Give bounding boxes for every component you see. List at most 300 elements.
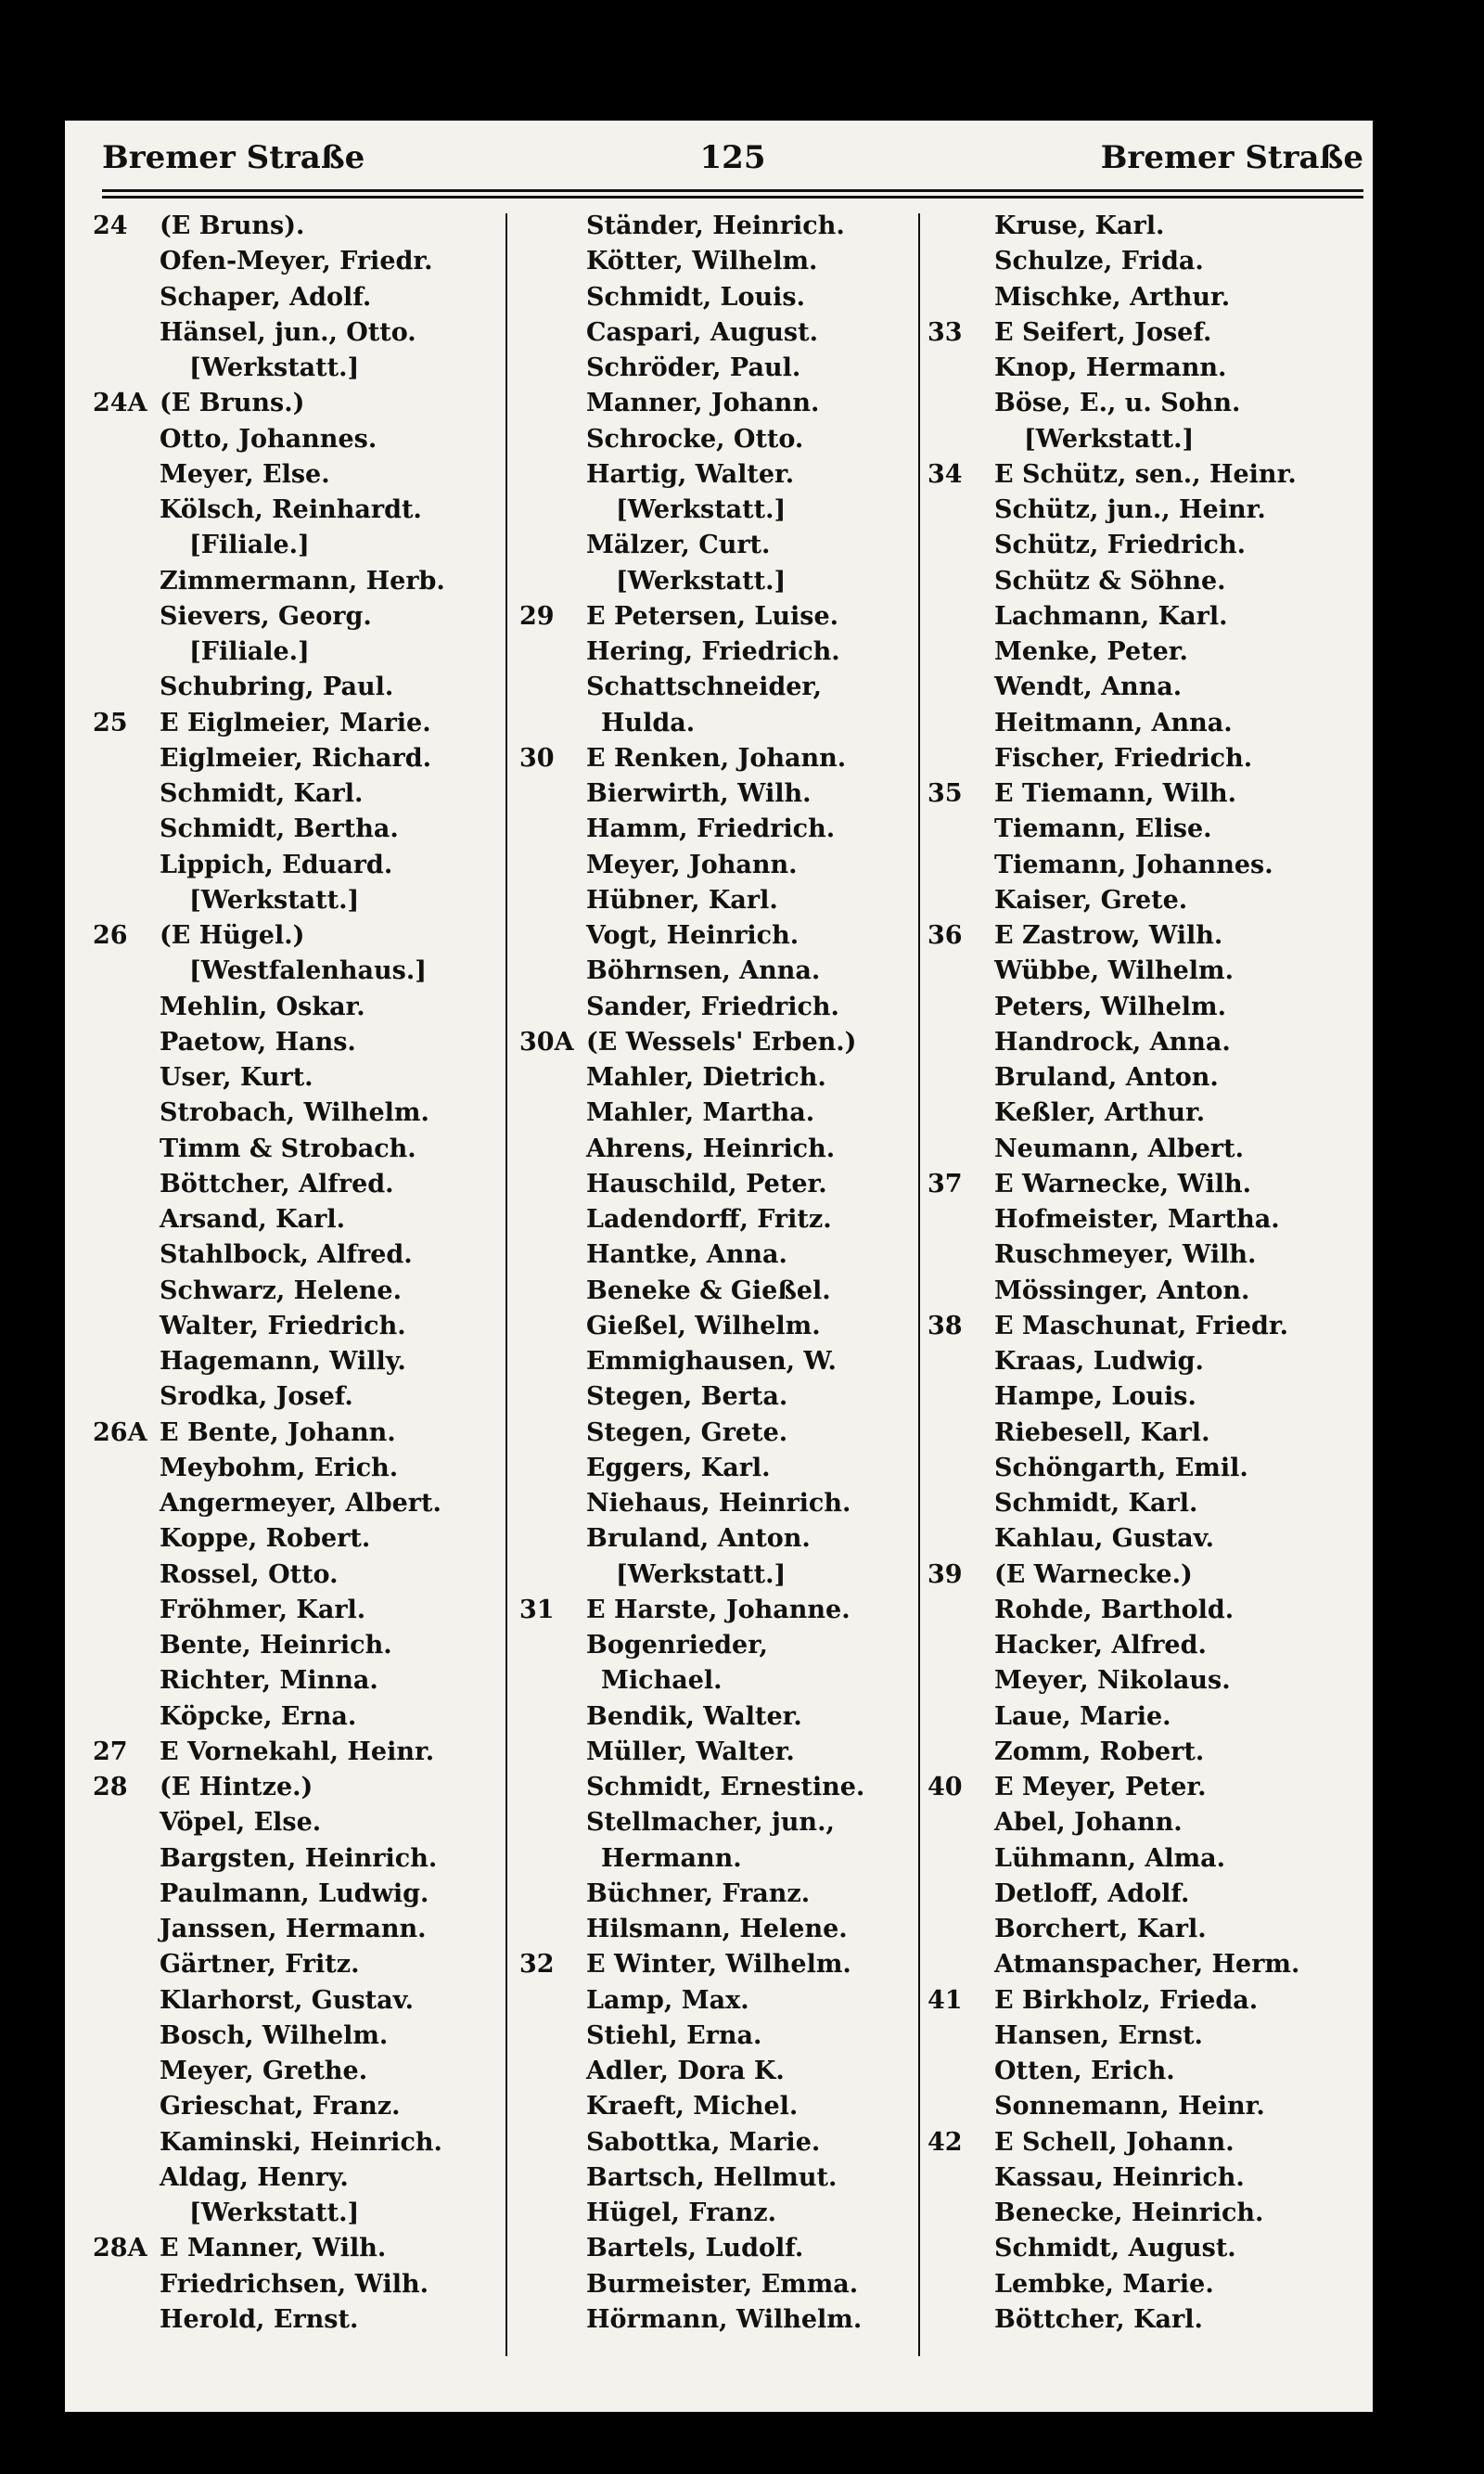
- directory-entry: [928, 1947, 1340, 1982]
- resident-name: Stegen, Grete.: [586, 1417, 788, 1447]
- page-header: [102, 130, 1363, 186]
- resident-name: Neumann, Albert.: [994, 1134, 1244, 1163]
- directory-entry: [928, 1379, 1340, 1415]
- directory-entry: [519, 1699, 932, 1735]
- resident-name: Sander, Friedrich.: [586, 992, 839, 1021]
- resident-name: Bartels, Ludolf.: [586, 2234, 804, 2263]
- resident-name: Stahlbock, Alfred.: [160, 1240, 413, 1270]
- resident-name: E Renken, Johann.: [586, 743, 847, 773]
- directory-entry: [928, 2267, 1340, 2302]
- directory-entry: [519, 2160, 932, 2196]
- resident-name: Schmidt, Bertha.: [160, 814, 399, 844]
- directory-entry: [93, 1557, 505, 1593]
- directory-entry: [93, 2089, 505, 2124]
- resident-name: Schmidt, Karl.: [994, 1489, 1198, 1518]
- directory-entry: [519, 1628, 932, 1663]
- resident-name: Kraas, Ludwig.: [994, 1347, 1204, 1376]
- resident-name: E Zastrow, Wilh.: [994, 921, 1223, 950]
- house-number: 41: [928, 1985, 963, 2015]
- resident-name: Bente, Heinrich.: [160, 1631, 392, 1660]
- resident-name: Hulda.: [601, 708, 696, 737]
- resident-name: Bargsten, Heinrich.: [160, 1843, 438, 1873]
- resident-name: Schmidt, August.: [994, 2234, 1236, 2263]
- resident-name: Fröhmer, Karl.: [160, 1595, 366, 1624]
- resident-name: E Schütz, sen., Heinr.: [994, 459, 1297, 489]
- directory-entry: [519, 457, 932, 493]
- resident-name: (E Bruns.): [160, 389, 305, 418]
- directory-entry: [928, 1416, 1340, 1451]
- resident-name: Menke, Peter.: [994, 637, 1188, 666]
- resident-name: Meyer, Johann.: [586, 850, 798, 879]
- directory-entry: [519, 1557, 932, 1593]
- directory-entry: [928, 1628, 1340, 1663]
- directory-entry: [928, 2054, 1340, 2089]
- directory-entry: [519, 1593, 932, 1628]
- directory-entry: [928, 2302, 1340, 2338]
- directory-entry: [519, 1805, 932, 1840]
- resident-name: Kassau, Heinrich.: [994, 2162, 1245, 2192]
- resident-name: Bruland, Anton.: [994, 1063, 1219, 1092]
- directory-entry: [93, 1663, 505, 1698]
- directory-entry: [93, 386, 505, 421]
- resident-name: Sonnemann, Heinr.: [994, 2092, 1265, 2121]
- directory-entry: [928, 2196, 1340, 2231]
- directory-entry: [928, 1699, 1340, 1735]
- resident-name: Niehaus, Heinrich.: [586, 1489, 851, 1518]
- directory-entry: [519, 1379, 932, 1415]
- header-rule-top: [102, 189, 1363, 192]
- directory-entry: [93, 2019, 505, 2054]
- resident-name: Riebesell, Karl.: [994, 1417, 1210, 1447]
- directory-entry: [93, 351, 505, 386]
- resident-name: Böhrnsen, Anna.: [586, 956, 821, 986]
- directory-entry: [519, 2125, 932, 2160]
- directory-entry: [93, 1983, 505, 2019]
- directory-entry: [928, 2019, 1340, 2054]
- directory-entry: [928, 1344, 1340, 1379]
- resident-name: Schulze, Frida.: [994, 247, 1204, 276]
- resident-name: Vöpel, Else.: [160, 1808, 322, 1838]
- house-number: 26A: [93, 1417, 147, 1447]
- resident-name: Vogt, Heinrich.: [586, 921, 800, 950]
- house-number: 30: [519, 743, 555, 773]
- resident-name: E Winter, Wilhelm.: [586, 1950, 851, 1980]
- resident-name: Hauschild, Peter.: [586, 1169, 827, 1199]
- directory-entry: [93, 776, 505, 812]
- resident-name: Arsand, Karl.: [160, 1205, 346, 1234]
- resident-name: Schubring, Paul.: [160, 673, 394, 702]
- resident-name: Keßler, Arthur.: [994, 1098, 1206, 1128]
- resident-name: Otten, Erich.: [994, 2057, 1175, 2085]
- resident-name: Benecke, Heinrich.: [994, 2198, 1264, 2227]
- house-number: 38: [928, 1311, 963, 1340]
- directory-entry: [93, 954, 505, 989]
- directory-entry: [928, 706, 1340, 741]
- directory-entry: [928, 457, 1340, 493]
- directory-entry: [93, 1805, 505, 1840]
- resident-name: Ruschmeyer, Wilh.: [994, 1240, 1257, 1270]
- resident-name: Aldag, Henry.: [160, 2162, 349, 2192]
- directory-entry: [928, 670, 1340, 705]
- resident-name: Eiglmeier, Richard.: [160, 743, 431, 773]
- directory-entry: [519, 706, 932, 741]
- resident-name: Kölsch, Reinhardt.: [160, 495, 422, 524]
- resident-name: Hänsel, jun., Otto.: [160, 317, 416, 347]
- directory-entry: [519, 990, 932, 1025]
- resident-name: E Warnecke, Wilh.: [994, 1169, 1252, 1199]
- resident-name: Schütz & Söhne.: [994, 566, 1226, 596]
- resident-name: Meyer, Grethe.: [160, 2057, 368, 2085]
- house-number: 42: [928, 2127, 963, 2157]
- directory-entry: [928, 1805, 1340, 1840]
- resident-name: Schröder, Paul.: [586, 353, 801, 382]
- directory-entry: [519, 1912, 932, 1947]
- resident-name: (E Hintze.): [160, 1773, 313, 1801]
- directory-entry: [93, 1699, 505, 1735]
- resident-name: Rossel, Otto.: [160, 1559, 339, 1589]
- resident-name: Fischer, Friedrich.: [994, 743, 1253, 773]
- directory-entry: [519, 2089, 932, 2124]
- resident-name: (E Bruns).: [160, 212, 305, 240]
- resident-name: Hofmeister, Martha.: [994, 1205, 1280, 1234]
- house-number: 27: [93, 1737, 128, 1766]
- directory-entry: [93, 2267, 505, 2302]
- directory-entry: [928, 209, 1340, 244]
- resident-name: Schmidt, Louis.: [586, 282, 806, 312]
- directory-entry: [93, 1947, 505, 1982]
- resident-name: Paetow, Hans.: [160, 1027, 356, 1057]
- resident-name: Hansen, Ernst.: [994, 2020, 1203, 2050]
- resident-name: Böttcher, Karl.: [994, 2304, 1203, 2334]
- directory-entry: [928, 741, 1340, 776]
- directory-entry: [928, 1841, 1340, 1877]
- resident-name: Bruland, Anton.: [586, 1524, 811, 1554]
- directory-entry: [519, 2302, 932, 2338]
- resident-name: Klarhorst, Gustav.: [160, 1985, 415, 2015]
- directory-entry: [519, 351, 932, 386]
- entry-note: [Filiale.]: [189, 637, 310, 666]
- directory-entry: [93, 1841, 505, 1877]
- directory-entry: [519, 918, 932, 954]
- directory-entry: [519, 812, 932, 847]
- resident-name: Büchner, Franz.: [586, 1878, 811, 1908]
- resident-name: Srodka, Josef.: [160, 1382, 353, 1412]
- resident-name: Ladendorff, Fritz.: [586, 1205, 832, 1234]
- directory-entry: [93, 564, 505, 599]
- resident-name: Bogenrieder,: [586, 1631, 768, 1660]
- resident-name: Köpcke, Erna.: [160, 1701, 357, 1731]
- directory-entry: [93, 1416, 505, 1451]
- directory-entry: [928, 954, 1340, 989]
- directory-entry: [93, 2054, 505, 2089]
- resident-name: Schrocke, Otto.: [586, 424, 804, 454]
- resident-name: Hilsmann, Helene.: [586, 1915, 848, 1943]
- directory-entry: [928, 1451, 1340, 1486]
- directory-entry: [928, 599, 1340, 635]
- resident-name: Hering, Friedrich.: [586, 637, 840, 666]
- directory-entry: [928, 1983, 1340, 2019]
- directory-entry: [93, 2196, 505, 2231]
- resident-name: Wendt, Anna.: [994, 673, 1183, 702]
- directory-entry: [519, 315, 932, 351]
- column-2: [519, 209, 932, 2338]
- resident-name: E Petersen, Luise.: [586, 601, 839, 631]
- resident-name: Hörmann, Wilhelm.: [586, 2304, 863, 2334]
- directory-entry: [928, 1025, 1340, 1060]
- directory-entry: [519, 954, 932, 989]
- entry-note: [Werkstatt.]: [616, 495, 787, 524]
- resident-name: Michael.: [601, 1666, 723, 1696]
- resident-name: Angermeyer, Albert.: [160, 1489, 441, 1518]
- resident-name: Sabottka, Marie.: [586, 2127, 821, 2157]
- directory-entry: [93, 1593, 505, 1628]
- resident-name: Hantke, Anna.: [586, 1240, 787, 1270]
- directory-entry: [93, 422, 505, 457]
- directory-entry: [928, 848, 1340, 883]
- resident-name: Borchert, Karl.: [994, 1915, 1207, 1943]
- directory-entry: [928, 1096, 1340, 1131]
- resident-name: Strobach, Wilhelm.: [160, 1098, 429, 1128]
- directory-entry: [519, 528, 932, 563]
- resident-name: (E Wessels' Erben.): [586, 1027, 857, 1057]
- resident-name: Schöngarth, Emil.: [994, 1453, 1248, 1482]
- directory-entry: [93, 848, 505, 883]
- directory-entry: [519, 386, 932, 421]
- column-divider-1: [505, 213, 507, 2356]
- resident-name: Walter, Friedrich.: [160, 1311, 406, 1340]
- directory-entry: [928, 564, 1340, 599]
- directory-entry: [519, 1486, 932, 1521]
- resident-name: Hübner, Karl.: [586, 885, 778, 915]
- resident-name: E Tiemann, Wilh.: [994, 779, 1237, 808]
- directory-entry: [519, 1309, 932, 1344]
- directory-entry: [519, 1416, 932, 1451]
- resident-name: Kruse, Karl.: [994, 212, 1165, 240]
- resident-name: Zimmermann, Herb.: [160, 566, 445, 596]
- resident-name: Hacker, Alfred.: [994, 1631, 1207, 1660]
- directory-entry: [928, 315, 1340, 351]
- resident-name: (E Hügel.): [160, 921, 305, 950]
- directory-entry: [928, 1202, 1340, 1237]
- resident-name: Hartig, Walter.: [586, 459, 795, 489]
- resident-name: Bendik, Walter.: [586, 1701, 802, 1731]
- directory-entry: [93, 493, 505, 528]
- resident-name: Janssen, Hermann.: [160, 1915, 427, 1943]
- directory-entry: [93, 2160, 505, 2196]
- entry-note: [Werkstatt.]: [1024, 424, 1195, 454]
- resident-name: Mössinger, Anton.: [994, 1275, 1250, 1305]
- resident-name: Grieschat, Franz.: [160, 2092, 401, 2121]
- resident-name: Bartsch, Hellmut.: [586, 2162, 838, 2192]
- resident-name: Mahler, Martha.: [586, 1098, 815, 1128]
- directory-entry: [519, 1451, 932, 1486]
- directory-entry: [93, 1912, 505, 1947]
- resident-name: E Meyer, Peter.: [994, 1773, 1207, 1801]
- resident-name: Beneke & Gießel.: [586, 1275, 831, 1305]
- resident-name: Herold, Ernst.: [160, 2304, 359, 2334]
- resident-name: Lippich, Eduard.: [160, 850, 393, 879]
- resident-name: Kötter, Wilhelm.: [586, 247, 818, 276]
- directory-entry: [93, 1451, 505, 1486]
- house-number: 24: [93, 212, 128, 240]
- resident-name: Kraeft, Michel.: [586, 2092, 799, 2121]
- directory-entry: [928, 1167, 1340, 1202]
- column-1: [93, 209, 505, 2338]
- resident-name: Caspari, August.: [586, 317, 819, 347]
- resident-name: Stegen, Berta.: [586, 1382, 788, 1412]
- column-divider-2: [918, 213, 920, 2356]
- entry-note: [Filiale.]: [189, 531, 310, 560]
- resident-name: Rohde, Barthold.: [994, 1595, 1235, 1624]
- resident-name: Schmidt, Karl.: [160, 779, 364, 808]
- directory-entry: [93, 2302, 505, 2338]
- resident-name: Lühmann, Alma.: [994, 1843, 1226, 1873]
- resident-name: Timm & Strobach.: [160, 1134, 416, 1163]
- resident-name: Knop, Hermann.: [994, 353, 1227, 382]
- resident-name: Mälzer, Curt.: [586, 531, 771, 560]
- resident-name: Schütz, Friedrich.: [994, 531, 1246, 560]
- directory-entry: [928, 244, 1340, 279]
- directory-entry: [928, 351, 1340, 386]
- directory-entry: [928, 1593, 1340, 1628]
- directory-entry: [519, 2267, 932, 2302]
- directory-entry: [928, 2125, 1340, 2160]
- house-number: 28: [93, 1773, 128, 1801]
- entry-note: [Werkstatt.]: [616, 566, 787, 596]
- resident-name: Ahrens, Heinrich.: [586, 1134, 836, 1163]
- resident-name: Paulmann, Ludwig.: [160, 1878, 429, 1908]
- directory-entry: [928, 1521, 1340, 1557]
- resident-name: Schmidt, Ernestine.: [586, 1773, 865, 1801]
- resident-name: Lachmann, Karl.: [994, 601, 1228, 631]
- directory-entry: [93, 1770, 505, 1805]
- directory-entry: [928, 1309, 1340, 1344]
- resident-name: Meyer, Nikolaus.: [994, 1666, 1231, 1696]
- directory-entry: [93, 990, 505, 1025]
- directory-entry: [519, 1344, 932, 1379]
- directory-entry: [519, 776, 932, 812]
- directory-entry: [519, 1841, 932, 1877]
- directory-entry: [928, 422, 1340, 457]
- resident-name: Gärtner, Fritz.: [160, 1950, 360, 1980]
- directory-entry: [519, 1096, 932, 1131]
- directory-entry: [93, 1132, 505, 1167]
- resident-name: Mehlin, Oskar.: [160, 992, 365, 1021]
- house-number: 24A: [93, 389, 147, 418]
- house-number: 32: [519, 1950, 555, 1980]
- resident-name: Handrock, Anna.: [994, 1027, 1231, 1057]
- directory-entry: [519, 244, 932, 279]
- directory-entry: [519, 2019, 932, 2054]
- house-number: 40: [928, 1773, 963, 1801]
- directory-entry: [93, 1521, 505, 1557]
- directory-entry: [93, 528, 505, 563]
- directory-entry: [928, 776, 1340, 812]
- directory-entry: [93, 1237, 505, 1273]
- resident-name: E Harste, Johanne.: [586, 1595, 851, 1624]
- directory-entry: [928, 1735, 1340, 1770]
- directory-entry: [93, 741, 505, 776]
- entry-note: [Werkstatt.]: [189, 885, 360, 915]
- directory-entry: [519, 1025, 932, 1060]
- house-number: 33: [928, 317, 963, 347]
- resident-name: Mahler, Dietrich.: [586, 1063, 826, 1092]
- house-number: 29: [519, 601, 555, 631]
- resident-name: Schattschneider,: [586, 673, 823, 702]
- resident-name: Schwarz, Helene.: [160, 1275, 402, 1305]
- directory-entry: [519, 493, 932, 528]
- directory-entry: [928, 528, 1340, 563]
- entry-note: [Werkstatt.]: [616, 1559, 787, 1589]
- resident-name: Meyer, Else.: [160, 459, 330, 489]
- resident-name: Otto, Johannes.: [160, 424, 377, 454]
- directory-entry: [519, 2231, 932, 2266]
- directory-entry: [928, 1237, 1340, 1273]
- resident-name: Tiemann, Elise.: [994, 814, 1212, 844]
- directory-entry: [519, 1663, 932, 1698]
- directory-entry: [519, 280, 932, 315]
- resident-name: Stiehl, Erna.: [586, 2020, 762, 2050]
- directory-entry: [928, 812, 1340, 847]
- directory-entry: [93, 1309, 505, 1344]
- header-street-left: Bremer Straße: [102, 139, 365, 176]
- directory-entry: [928, 1132, 1340, 1167]
- directory-entry: [928, 386, 1340, 421]
- directory-entry: [93, 315, 505, 351]
- directory-entry: [519, 741, 932, 776]
- directory-entry: [93, 457, 505, 493]
- house-number: 26: [93, 921, 128, 950]
- directory-entry: [93, 280, 505, 315]
- resident-name: Adler, Dora K.: [586, 2057, 785, 2085]
- header-street-right: Bremer Straße: [1100, 139, 1363, 176]
- resident-name: Peters, Wilhelm.: [994, 992, 1227, 1021]
- directory-entry: [519, 1167, 932, 1202]
- house-number: 28A: [93, 2234, 147, 2263]
- resident-name: Schaper, Adolf.: [160, 282, 372, 312]
- resident-name: Meybohm, Erich.: [160, 1453, 399, 1482]
- directory-entry: [519, 1770, 932, 1805]
- directory-entry: [928, 1770, 1340, 1805]
- directory-entry: [928, 883, 1340, 918]
- directory-entry: [93, 1877, 505, 1912]
- directory-entry: [93, 883, 505, 918]
- directory-entry: [928, 1557, 1340, 1593]
- directory-entry: [93, 1025, 505, 1060]
- resident-name: Abel, Johann.: [994, 1808, 1183, 1838]
- directory-entry: [519, 1237, 932, 1273]
- resident-name: Lamp, Max.: [586, 1985, 749, 2015]
- directory-entry: [93, 1735, 505, 1770]
- directory-entry: [928, 280, 1340, 315]
- directory-entry: [928, 2089, 1340, 2124]
- directory-entry: [519, 1735, 932, 1770]
- directory-entry: [93, 918, 505, 954]
- resident-name: Lembke, Marie.: [994, 2269, 1214, 2299]
- directory-entry: [519, 848, 932, 883]
- directory-entry: [519, 1060, 932, 1096]
- resident-name: Laue, Marie.: [994, 1701, 1171, 1731]
- resident-name: Stellmacher, jun.,: [586, 1808, 835, 1838]
- resident-name: Müller, Walter.: [586, 1737, 795, 1766]
- resident-name: Ständer, Heinrich.: [586, 212, 845, 240]
- directory-entry: [928, 1486, 1340, 1521]
- header-rule-bottom: [102, 196, 1363, 199]
- resident-name: Richter, Minna.: [160, 1666, 378, 1696]
- directory-entry: [928, 1912, 1340, 1947]
- directory-entry: [93, 1060, 505, 1096]
- directory-entry: [519, 1983, 932, 2019]
